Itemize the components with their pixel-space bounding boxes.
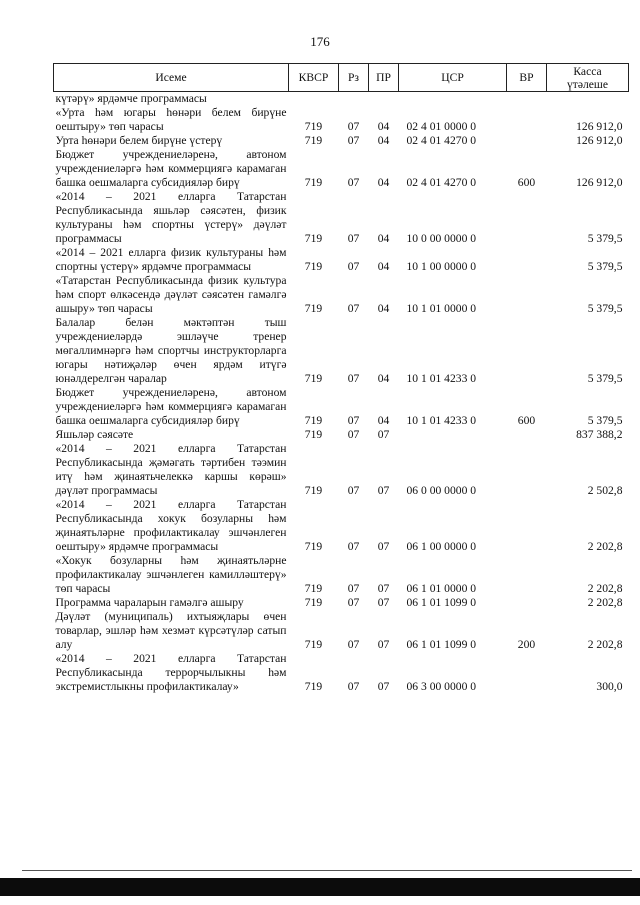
row-sum: 2 202,8: [587, 540, 623, 553]
table-row: [54, 92, 629, 107]
table-row: [54, 316, 629, 386]
row-vr: [507, 596, 547, 610]
row-csr: 10 1 01 4233 0: [406, 414, 477, 427]
row-name: «Хокук бозуларны һәм җинаятьләрне профилактикалау эшчәнлеген камилләштерү» төп чарасы: [55, 554, 287, 595]
table-row: [54, 386, 629, 428]
row-vr: [507, 428, 547, 442]
row-name: Бюджет учреждениеләренә, автоном учреждениеләргә һәм коммерциягә карамаган башка оешмаларга субсидияләр бирү: [55, 386, 287, 427]
row-kvsr: 719: [304, 582, 323, 595]
row-rz: 07: [347, 428, 360, 441]
row-vr: 600: [517, 414, 536, 427]
row-vr: [507, 316, 547, 386]
row-vr: 600: [517, 176, 536, 189]
row-sum: [547, 92, 629, 107]
row-kvsr: [289, 92, 339, 107]
row-sum: 837 388,2: [576, 428, 623, 441]
row-vr: [507, 442, 547, 498]
row-name: «2014 – 2021 елларга Татарстан Республикасында хокук бозуларны һәм җинаятьләрне профилактикалау эшчәнлеген оештыру» ярдәмче программасы: [55, 498, 287, 553]
row-name: Бюджет учреждениеләренә, автоном учреждениеләргә һәм коммерциягә карамаган башка оешмаларга субсидияләр бирү: [55, 148, 287, 189]
row-name: Яшьләр сәясәте: [55, 428, 134, 441]
row-csr: 10 0 00 0000 0: [406, 232, 477, 245]
row-name: Программа чараларын гамәлгә ашыру: [55, 596, 244, 609]
row-rz: 07: [347, 414, 360, 427]
row-pr: 04: [377, 134, 390, 147]
table-row: [54, 498, 629, 554]
table-row: [54, 106, 629, 134]
table-row: [54, 554, 629, 596]
row-kvsr: 719: [304, 540, 323, 553]
row-csr: [399, 92, 507, 107]
row-kvsr: 719: [304, 134, 323, 147]
table-body: [54, 92, 629, 695]
table-row: [54, 442, 629, 498]
row-pr: 04: [377, 232, 390, 245]
row-rz: 07: [347, 260, 360, 273]
row-sum: 126 912,0: [576, 134, 623, 147]
budget-table: [53, 63, 629, 694]
row-vr: [507, 274, 547, 316]
row-vr: 200: [517, 638, 536, 651]
row-pr: 04: [377, 260, 390, 273]
row-name: «2014 – 2021 елларга Татарстан Республикасында җәмәгать тәртибен тәэмин итү һәм җинаятьчелеккә каршы көрәш» дәүләт программасы: [55, 442, 287, 497]
row-name: «2014 – 2021 елларга Татарстан Республикасында яшьләр сәясәтен, физик культураны һәм спортны үстерү» дәүләт программасы: [55, 190, 287, 245]
table-row: [54, 246, 629, 274]
row-kvsr: 719: [304, 414, 323, 427]
header-sum-line2: үтәлеше: [566, 77, 608, 91]
row-pr: 07: [377, 582, 390, 595]
row-sum: 2 202,8: [587, 596, 623, 609]
row-rz: 07: [347, 120, 360, 133]
row-vr: [507, 246, 547, 274]
row-name: Урта һөнәри белем бирүне үстерү: [55, 134, 223, 147]
row-csr: 06 3 00 0000 0: [406, 680, 477, 693]
row-pr: 04: [377, 302, 390, 315]
table-row: [54, 652, 629, 694]
row-rz: 07: [347, 134, 360, 147]
row-sum: 5 379,5: [587, 414, 623, 427]
scan-edge-line: [22, 870, 632, 871]
row-vr: [507, 190, 547, 246]
table-row: [54, 134, 629, 148]
header-sum: [547, 64, 629, 92]
header-csr: ЦСР: [399, 64, 507, 92]
row-pr: 04: [377, 414, 390, 427]
row-kvsr: 719: [304, 260, 323, 273]
table-row: [54, 148, 629, 190]
row-rz: 07: [347, 596, 360, 609]
row-sum: 5 379,5: [587, 302, 623, 315]
row-sum: 5 379,5: [587, 232, 623, 245]
row-kvsr: 719: [304, 596, 323, 609]
row-name: Балалар белән мәктәптән тыш учреждениеләрдә эшләүче тренер мөгаллимнәргә һәм спортчы инструкторларга югары нәтиҗәләр өчен ярдәм итүгә юнәлдерелгән чаралар: [55, 316, 287, 385]
row-kvsr: 719: [304, 302, 323, 315]
row-pr: 04: [377, 176, 390, 189]
row-sum: 2 502,8: [587, 484, 623, 497]
row-sum: 300,0: [596, 680, 623, 693]
header-pr: ПР: [369, 64, 399, 92]
row-kvsr: 719: [304, 484, 323, 497]
row-csr: 06 1 00 0000 0: [406, 540, 477, 553]
row-pr: [369, 92, 399, 107]
row-kvsr: 719: [304, 176, 323, 189]
row-pr: 04: [377, 372, 390, 385]
row-csr: 02 4 01 4270 0: [406, 134, 477, 147]
row-vr: [507, 652, 547, 694]
table-row: [54, 190, 629, 246]
row-vr: [507, 498, 547, 554]
row-vr: [507, 106, 547, 134]
row-pr: 07: [377, 540, 390, 553]
row-csr: 10 1 01 4233 0: [406, 372, 477, 385]
row-csr: 10 1 00 0000 0: [406, 260, 477, 273]
row-name: «Татарстан Республикасында физик культура һәм спорт өлкәсендә дәүләт сәясәтен гамәлгә ашыру» төп чарасы: [55, 274, 287, 315]
row-name: «Урта һәм югары һөнәри белем бирүне оештыру» төп чарасы: [55, 106, 287, 133]
row-csr: 06 1 01 0000 0: [406, 582, 477, 595]
row-csr: 02 4 01 0000 0: [406, 120, 477, 133]
row-pr: 04: [377, 120, 390, 133]
row-vr: [507, 554, 547, 596]
row-sum: 126 912,0: [576, 176, 623, 189]
row-csr: 06 0 00 0000 0: [406, 484, 477, 497]
row-pr: 07: [377, 680, 390, 693]
row-rz: 07: [347, 540, 360, 553]
page-number: 176: [310, 34, 330, 49]
header-name: Исеме: [54, 64, 289, 92]
row-csr: 02 4 01 4270 0: [406, 176, 477, 189]
row-csr: 06 1 01 1099 0: [406, 638, 477, 651]
row-rz: [339, 92, 369, 107]
table-row: [54, 596, 629, 610]
row-rz: 07: [347, 638, 360, 651]
header-sum-line1: Касса: [573, 64, 602, 78]
header-rz: Рз: [339, 64, 369, 92]
table-header: [54, 64, 629, 92]
table-row: [54, 428, 629, 442]
row-rz: 07: [347, 484, 360, 497]
row-rz: 07: [347, 372, 360, 385]
row-name: күтәрү» ярдәмче программасы: [54, 92, 289, 107]
row-rz: 07: [347, 302, 360, 315]
table-row: [54, 274, 629, 316]
header-vr: ВР: [507, 64, 547, 92]
row-name: «2014 – 2021 елларга Татарстан Республикасында террорчылыкны һәм экстремистлыкны профилактикалау»: [55, 652, 287, 693]
row-csr: 06 1 01 1099 0: [406, 596, 477, 609]
row-rz: 07: [347, 582, 360, 595]
row-name: «2014 – 2021 елларга физик культураны һәм спортны үстерү» ярдәмче программасы: [55, 246, 287, 273]
row-sum: 126 912,0: [576, 120, 623, 133]
row-sum: 2 202,8: [587, 582, 623, 595]
row-name: Дәүләт (муниципаль) ихтыяҗлары өчен товарлар, эшләр һәм хезмәт күрсәтүләр сатып алу: [55, 610, 287, 651]
row-pr: 07: [377, 596, 390, 609]
row-sum: 5 379,5: [587, 260, 623, 273]
row-kvsr: 719: [304, 680, 323, 693]
row-rz: 07: [347, 176, 360, 189]
row-sum: 5 379,5: [587, 372, 623, 385]
row-kvsr: 719: [304, 120, 323, 133]
row-kvsr: 719: [304, 638, 323, 651]
row-csr: 10 1 01 0000 0: [406, 302, 477, 315]
row-vr: [507, 92, 547, 107]
row-vr: [507, 134, 547, 148]
row-kvsr: 719: [304, 372, 323, 385]
row-pr: 07: [377, 638, 390, 651]
row-kvsr: 719: [304, 232, 323, 245]
row-rz: 07: [347, 680, 360, 693]
row-rz: 07: [347, 232, 360, 245]
row-pr: 07: [377, 484, 390, 497]
table-row: [54, 610, 629, 652]
row-sum: 2 202,8: [587, 638, 623, 651]
row-csr: [399, 428, 507, 442]
row-pr: 07: [377, 428, 390, 441]
row-kvsr: 719: [304, 428, 323, 441]
header-kvsr: КВСР: [289, 64, 339, 92]
scan-edge-bar: [0, 878, 640, 896]
